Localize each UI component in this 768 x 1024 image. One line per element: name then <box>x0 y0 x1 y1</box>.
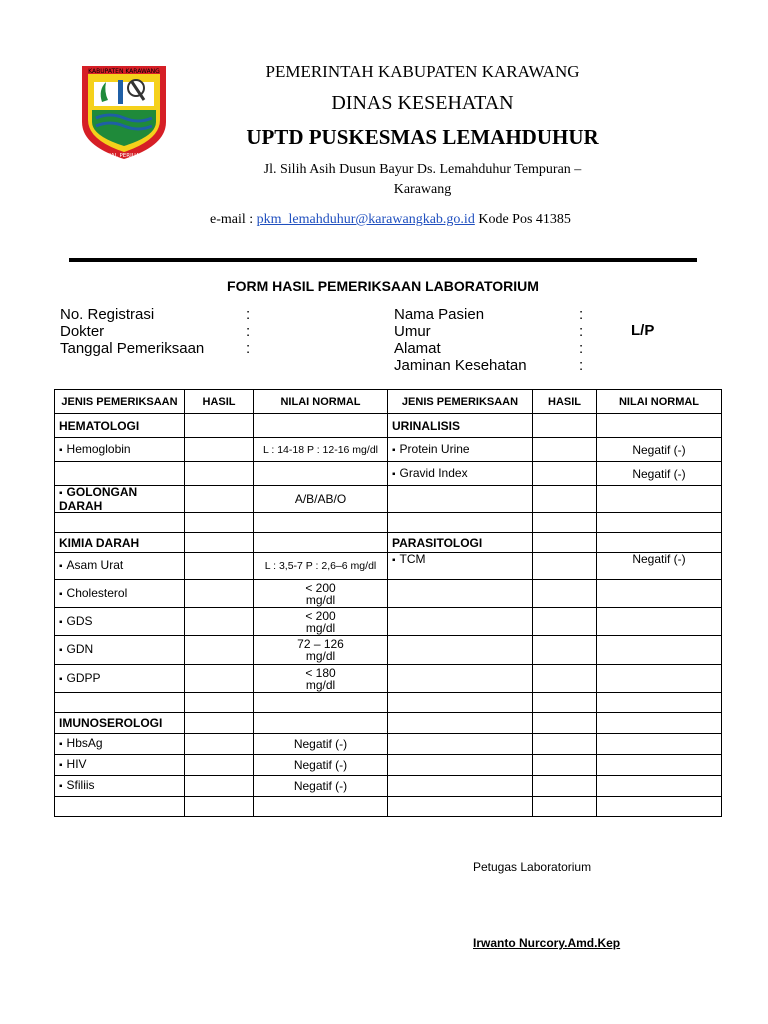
form-title: FORM HASIL PEMERIKSAAN LABORATORIUM <box>227 278 539 294</box>
result-cell[interactable] <box>533 462 597 486</box>
field-colon: : <box>246 340 251 357</box>
table-row <box>55 713 722 734</box>
field-colon: : <box>579 357 584 374</box>
field-colon: : <box>579 340 584 357</box>
header-hasil: HASIL <box>185 390 254 414</box>
normal-gravid-index: Negatif (-) <box>597 462 722 486</box>
test-hiv: ▪ HIV <box>55 755 185 776</box>
result-cell[interactable] <box>185 414 254 438</box>
table-row <box>55 776 722 797</box>
result-cell[interactable] <box>185 608 254 636</box>
result-cell[interactable] <box>533 414 597 438</box>
signature-role: Petugas Laboratorium <box>473 860 592 874</box>
result-cell[interactable] <box>533 665 597 693</box>
lab-results-table <box>54 389 722 817</box>
table-row <box>55 693 722 713</box>
test-golongan-darah: ▪ GOLONGAN DARAH <box>55 486 185 513</box>
field-dokter-label: Dokter <box>60 323 105 340</box>
field-tanggal-label: Tanggal Pemeriksaan <box>60 340 205 357</box>
svg-text:PANGKAL PERJUANGAN: PANGKAL PERJUANGAN <box>92 153 156 159</box>
field-colon: : <box>579 306 584 323</box>
table-row <box>55 438 722 462</box>
section-parasitologi: PARASITOLOGI <box>388 533 533 553</box>
normal-hbsag: Negatif (-) <box>254 734 388 755</box>
email-link[interactable]: pkm_lemahduhur@karawangkab.go.id <box>256 212 475 227</box>
result-cell[interactable] <box>533 553 597 580</box>
result-cell[interactable] <box>185 438 254 462</box>
section-imunoserologi: IMUNOSEROLOGI <box>55 713 185 734</box>
result-cell[interactable] <box>185 755 254 776</box>
field-jaminan-label: Jaminan Kesehatan <box>394 357 527 374</box>
test-asam-urat: ▪ Asam Urat <box>55 553 185 580</box>
normal-gds: < 200 mg/dl <box>254 608 388 636</box>
header-jenis: JENIS PEMERIKSAAN <box>388 390 533 414</box>
test-gdpp: ▪ GDPP <box>55 665 185 693</box>
svg-text:KABUPATEN KARAWANG: KABUPATEN KARAWANG <box>88 68 160 75</box>
table-row <box>55 486 722 513</box>
normal-gdn: 72 – 126 mg/dl <box>254 636 388 665</box>
normal-hiv: Negatif (-) <box>254 755 388 776</box>
header-nilai-normal: NILAI NORMAL <box>254 390 388 414</box>
normal-protein-urine: Negatif (-) <box>597 438 722 462</box>
normal-asam-urat: L : 3,5-7 P : 2,6–6 mg/dl <box>254 553 388 580</box>
email-label: e-mail : <box>210 212 254 227</box>
result-cell[interactable] <box>533 636 597 665</box>
result-cell[interactable] <box>185 462 254 486</box>
test-protein-urine: ▪ Protein Urine <box>388 438 533 462</box>
result-cell[interactable] <box>533 486 597 513</box>
table-row <box>55 608 722 636</box>
test-sfilis: ▪ Sfiliis <box>55 776 185 797</box>
facility-title: UPTD PUSKESMAS LEMAHDUHUR <box>246 125 599 149</box>
result-cell[interactable] <box>185 734 254 755</box>
table-row <box>55 553 722 580</box>
field-nama-pasien-label: Nama Pasien <box>394 306 485 323</box>
header-divider <box>69 258 697 262</box>
table-row <box>55 665 722 693</box>
normal-cholesterol: < 200 mg/dl <box>254 580 388 608</box>
result-cell[interactable] <box>185 580 254 608</box>
result-cell[interactable] <box>185 665 254 693</box>
header-hasil: HASIL <box>533 390 597 414</box>
result-cell[interactable] <box>533 580 597 608</box>
test-gravid-index: ▪ Gravid Index <box>388 462 533 486</box>
contact-line <box>200 212 660 228</box>
normal-gdpp: < 180 mg/dl <box>254 665 388 693</box>
table-row <box>55 462 722 486</box>
karawang-regency-emblem <box>74 62 174 162</box>
section-hematologi: HEMATOLOGI <box>55 414 185 438</box>
result-cell[interactable] <box>533 438 597 462</box>
result-cell[interactable] <box>185 636 254 665</box>
table-row <box>55 797 722 817</box>
result-cell[interactable] <box>185 776 254 797</box>
table-header-row <box>55 390 722 414</box>
normal-hemoglobin: L : 14-18 P : 12-16 mg/dl <box>254 438 388 462</box>
result-cell[interactable] <box>533 533 597 553</box>
field-colon: : <box>246 323 251 340</box>
test-cholesterol: ▪ Cholesterol <box>55 580 185 608</box>
table-row <box>55 734 722 755</box>
gender-indicator: L/P <box>631 322 655 339</box>
department-title: DINAS KESEHATAN <box>331 92 514 114</box>
government-title: PEMERINTAH KABUPATEN KARAWANG <box>265 62 580 81</box>
field-alamat-label: Alamat <box>394 340 441 357</box>
test-hemoglobin: ▪ Hemoglobin <box>55 438 185 462</box>
table-row <box>55 414 722 438</box>
table-row <box>55 513 722 533</box>
test-tcm: ▪ TCM <box>388 553 533 580</box>
table-row <box>55 755 722 776</box>
result-cell[interactable] <box>533 608 597 636</box>
section-kimia-darah: KIMIA DARAH <box>55 533 185 553</box>
field-no-registrasi-label: No. Registrasi <box>60 306 155 323</box>
test-gdn: ▪ GDN <box>55 636 185 665</box>
test-gds: ▪ GDS <box>55 608 185 636</box>
result-cell[interactable] <box>185 553 254 580</box>
address-line-2: Karawang <box>393 182 452 197</box>
normal-tcm: Negatif (-) <box>597 553 722 580</box>
field-umur-label: Umur <box>394 323 431 340</box>
header-jenis: JENIS PEMERIKSAAN <box>55 390 185 414</box>
table-row <box>55 580 722 608</box>
result-cell[interactable] <box>185 533 254 553</box>
test-hbsag: ▪ HbsAg <box>55 734 185 755</box>
section-urinalisis: URINALISIS <box>388 414 533 438</box>
table-row <box>55 636 722 665</box>
address-line-1: Jl. Silih Asih Dusun Bayur Ds. Lemahduhur Tempuran – <box>263 162 582 177</box>
header-nilai-normal: NILAI NORMAL <box>597 390 722 414</box>
postal-code: Kode Pos 41385 <box>478 212 571 227</box>
result-cell[interactable] <box>185 486 254 513</box>
result-cell[interactable] <box>185 713 254 734</box>
normal-sfilis: Negatif (-) <box>254 776 388 797</box>
signature-name: Irwanto Nurcory.Amd.Kep <box>473 936 621 950</box>
field-colon: : <box>579 323 584 340</box>
normal-golongan-darah: A/B/AB/O <box>254 486 388 513</box>
table-row <box>55 533 722 553</box>
field-colon: : <box>246 306 251 323</box>
